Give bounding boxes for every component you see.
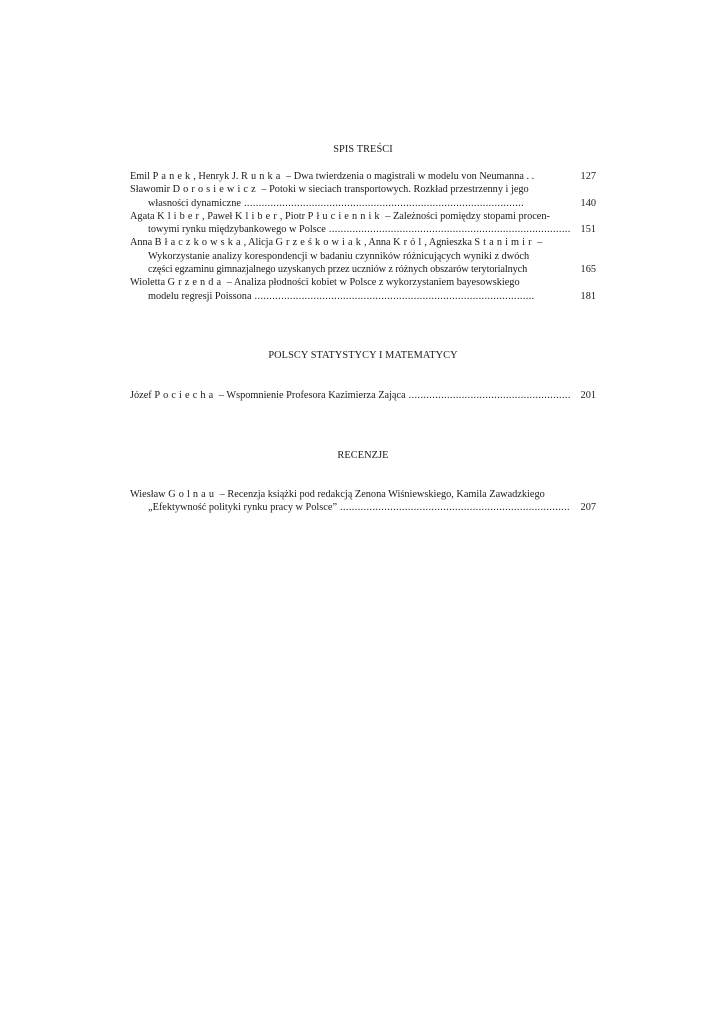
statisticians-section	[130, 389, 596, 402]
author-separator: , Anna	[363, 237, 394, 249]
toc-entry-line	[130, 197, 596, 210]
entry-title-continued: modelu regresji Poissona	[148, 290, 252, 302]
entry-title: – Dwa twierdzenia o magistrali w modelu von Neumanna . .	[283, 171, 535, 182]
author-prefix: Wioletta	[130, 277, 168, 289]
author-separator: , Paweł	[202, 210, 235, 222]
toc-entry-text	[130, 389, 406, 402]
author-prefix: Anna	[130, 237, 155, 249]
toc-entry-line	[130, 276, 596, 289]
dot-leader	[244, 197, 570, 210]
author-prefix: Emil	[130, 171, 153, 182]
toc-entry-line	[130, 290, 596, 303]
toc-entry-text	[130, 236, 542, 249]
author-surname: Pociecha	[154, 390, 217, 401]
toc-entry-text	[130, 276, 520, 289]
author-surname: Stanimir	[474, 237, 535, 249]
toc-entry-blaczkowska-grzeskowiak-krol-stanimir[interactable]	[130, 236, 596, 276]
author-prefix: Sławomir	[130, 184, 173, 196]
author-surname: Dorosiewicz	[172, 184, 259, 196]
author-surname: Panek	[152, 171, 194, 182]
section-title-statisticians: POLSCY STATYSTYCY I MATEMATYCY	[268, 350, 458, 361]
toc-entry-pociecha[interactable]	[130, 389, 596, 402]
dot-leader	[255, 290, 570, 303]
toc-entry-text	[130, 210, 550, 223]
page-number: 207	[580, 502, 596, 514]
toc-entry-panek-runka[interactable]	[130, 170, 596, 183]
author-surname: Kliber	[234, 210, 280, 222]
page-number: 127	[580, 171, 596, 182]
author-prefix: Wiesław	[130, 489, 169, 500]
page-number: 151	[580, 224, 596, 236]
entry-title-continued: części egzaminu gimnazjalnego uzyskanych przez uczniów z różnych obszarów terytorialnych	[148, 264, 528, 276]
dot-leader	[329, 223, 570, 236]
toc-entry-line	[130, 170, 596, 183]
contents-section	[130, 170, 596, 303]
toc-entry-line	[130, 236, 596, 249]
toc-entry-golnau[interactable]	[130, 488, 596, 515]
page-number: 201	[580, 390, 596, 401]
toc-entry-line	[130, 223, 596, 236]
toc-entry-kliber-pluciennik[interactable]	[130, 210, 596, 237]
entry-title: – Analiza płodności kobiet w Polsce z wykorzystaniem bayesowskiego	[224, 277, 520, 289]
entry-title-continued: towymi rynku międzybankowego w Polsce	[148, 224, 326, 236]
entry-title: – Potoki w sieciach transportowych. Rozkład przestrzenny i jego	[258, 184, 529, 196]
author-separator: , Piotr	[279, 210, 308, 222]
author-separator: , Henryk J.	[193, 171, 242, 182]
toc-entry-line	[130, 183, 596, 196]
entry-title: – Recenzja książki pod redakcją Zenona Wiśniewskiego, Kamila Zawadzkiego	[217, 489, 545, 500]
author-prefix: Agata	[130, 210, 158, 222]
entry-title-continued: „Efektywność polityki rynku pracy w Polsce”	[148, 502, 338, 514]
author-surname: Grześkowiak	[275, 237, 364, 249]
page-number: 165	[580, 264, 596, 276]
author-surname: Kliber	[157, 210, 203, 222]
entry-title: – Wspomnienie Profesora Kazimierza Zająca	[216, 390, 406, 401]
page-number: 140	[580, 197, 596, 209]
section-title-contents: SPIS TREŚCI	[333, 144, 393, 155]
toc-entry-line	[130, 488, 596, 501]
author-prefix: Józef	[130, 390, 155, 401]
toc-entry-line	[130, 263, 596, 276]
entry-title-continued: własności dynamiczne	[148, 197, 241, 209]
toc-entry-grzenda[interactable]	[130, 276, 596, 303]
author-surname: Golnau	[168, 489, 218, 500]
toc-entry-text	[130, 488, 545, 501]
toc-entry-text	[130, 170, 534, 183]
reviews-section	[130, 488, 596, 515]
entry-title: –	[534, 237, 543, 249]
author-separator: , Alicja	[243, 237, 276, 249]
toc-entry-dorosiewicz[interactable]	[130, 183, 596, 210]
dot-leader	[340, 501, 570, 514]
toc-entry-line	[130, 501, 596, 514]
author-surname: Król	[393, 237, 425, 249]
author-surname: Błaczkowska	[154, 237, 244, 249]
page-number: 181	[580, 290, 596, 302]
toc-entry-line	[130, 210, 596, 223]
toc-entry-line	[130, 389, 596, 402]
section-title-reviews: RECENZJE	[337, 450, 389, 461]
toc-entry-text	[130, 183, 529, 196]
author-surname: Płuciennik	[307, 210, 383, 222]
author-surname: Runka	[241, 171, 284, 182]
author-surname: Grzenda	[167, 277, 225, 289]
entry-title-continued: Wykorzystanie analizy korespondencji w badaniu czynników różnicujących wyniki z dwóch	[148, 250, 530, 262]
entry-title: – Zależności pomiędzy stopami procen-	[382, 210, 550, 222]
dot-leader	[409, 389, 570, 402]
author-separator: , Agnieszka	[424, 237, 475, 249]
toc-entry-line	[130, 250, 596, 263]
